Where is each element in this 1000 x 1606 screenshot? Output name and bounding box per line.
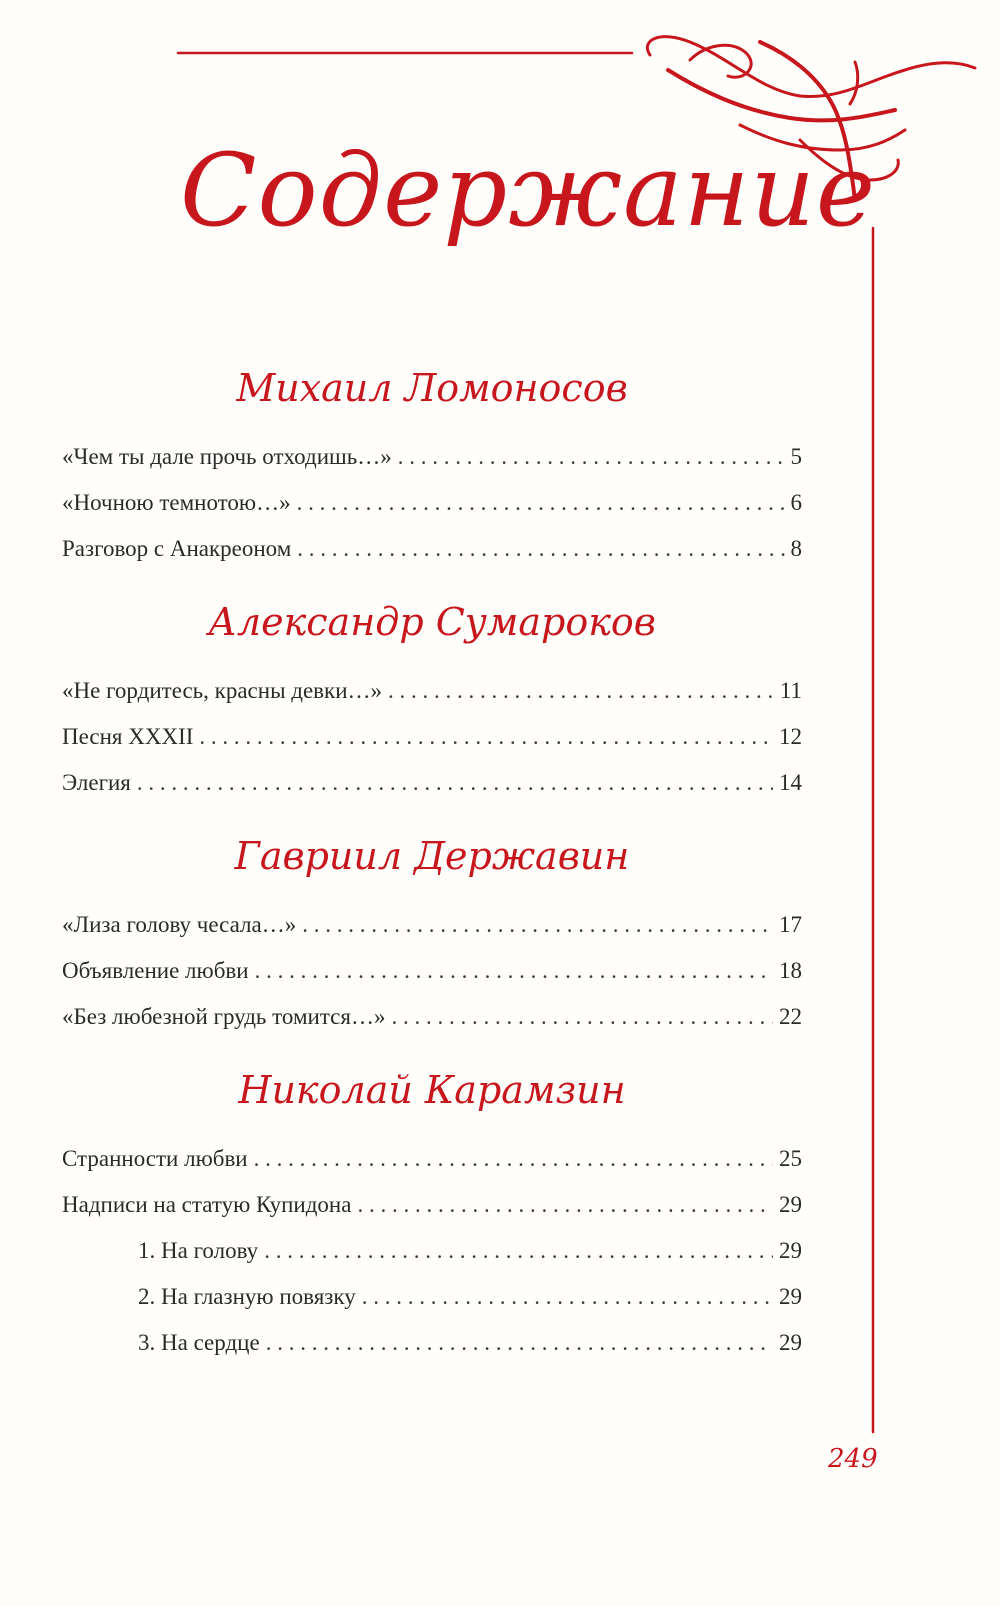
- section-author-heading: Гавриил Державин: [234, 834, 630, 878]
- entry-page-number: 11: [779, 678, 802, 703]
- entry-page-number: 29: [779, 1284, 802, 1309]
- dot-leader: [297, 526, 784, 572]
- entry-title: Надписи на статую Купидона: [62, 1192, 352, 1217]
- page-title: Содержание: [180, 132, 877, 249]
- entry-page-number: 6: [790, 490, 802, 515]
- entry-page-number: 22: [779, 1004, 802, 1029]
- entry-title: Разговор с Анакреоном: [62, 536, 292, 561]
- toc-subentry[interactable]: [62, 1320, 802, 1366]
- entry-page-number: 5: [790, 444, 802, 469]
- section-author-heading: Николай Карамзин: [238, 1068, 626, 1112]
- entry-page-number: 29: [779, 1238, 802, 1263]
- toc-entry[interactable]: [62, 994, 802, 1040]
- dot-leader: [398, 434, 785, 480]
- entry-title: «Чем ты дале прочь отходишь…»: [62, 444, 392, 469]
- dot-leader: [297, 480, 785, 526]
- table-of-contents: [62, 360, 802, 1366]
- entry-page-number: 14: [779, 770, 802, 795]
- toc-section: [62, 1062, 802, 1366]
- entry-page-number: 8: [790, 536, 802, 561]
- toc-entry[interactable]: [62, 480, 802, 526]
- toc-subentry[interactable]: [62, 1274, 802, 1320]
- entry-title: «Не гордитесь, красны девки…»: [62, 678, 383, 703]
- entry-title: Элегия: [62, 770, 131, 795]
- entry-title: 3. На сердце: [138, 1330, 260, 1355]
- toc-entry[interactable]: [62, 1182, 802, 1228]
- dot-leader: [255, 948, 773, 994]
- toc-entry[interactable]: [62, 1136, 802, 1182]
- section-author-heading: Михаил Ломоносов: [236, 366, 628, 410]
- entry-title: Объявление любви: [62, 958, 249, 983]
- entry-title: «Без любезной грудь томится…»: [62, 1004, 386, 1029]
- page-number: 249: [828, 1444, 878, 1474]
- entry-page-number: 12: [779, 724, 802, 749]
- entry-title: 2. На глазную повязку: [138, 1284, 356, 1309]
- toc-entry[interactable]: [62, 434, 802, 480]
- dot-leader: [264, 1228, 773, 1274]
- toc-entry[interactable]: [62, 948, 802, 994]
- toc-entry[interactable]: [62, 902, 802, 948]
- dot-leader: [357, 1182, 773, 1228]
- entry-title: «Ночною темнотою…»: [62, 490, 291, 515]
- entry-title: 1. На голову: [138, 1238, 259, 1263]
- entry-title: Песня XXXII: [62, 724, 194, 749]
- entry-page-number: 29: [779, 1330, 802, 1355]
- dot-leader: [391, 994, 773, 1040]
- flourish-swirl: [668, 70, 895, 120]
- entry-page-number: 18: [779, 958, 802, 983]
- entry-title: Странности любви: [62, 1146, 248, 1171]
- entry-page-number: 29: [779, 1192, 802, 1217]
- entry-page-number: 25: [779, 1146, 802, 1171]
- toc-entry[interactable]: [62, 714, 802, 760]
- toc-section: [62, 828, 802, 1040]
- dot-leader: [254, 1136, 773, 1182]
- dot-leader: [302, 902, 773, 948]
- section-author-heading: Александр Сумароков: [208, 600, 656, 644]
- toc-section: [62, 360, 802, 572]
- toc-entry[interactable]: [62, 526, 802, 572]
- entry-title: «Лиза голову чесала…»: [62, 912, 297, 937]
- flourish-swirl: [850, 62, 858, 104]
- toc-section: [62, 594, 802, 806]
- toc-entry[interactable]: [62, 668, 802, 714]
- dot-leader: [362, 1274, 773, 1320]
- toc-subentry[interactable]: [62, 1228, 802, 1274]
- toc-entry[interactable]: [62, 760, 802, 806]
- entry-page-number: 17: [779, 912, 802, 937]
- dot-leader: [388, 668, 774, 714]
- dot-leader: [137, 760, 773, 806]
- dot-leader: [266, 1320, 773, 1366]
- dot-leader: [199, 714, 773, 760]
